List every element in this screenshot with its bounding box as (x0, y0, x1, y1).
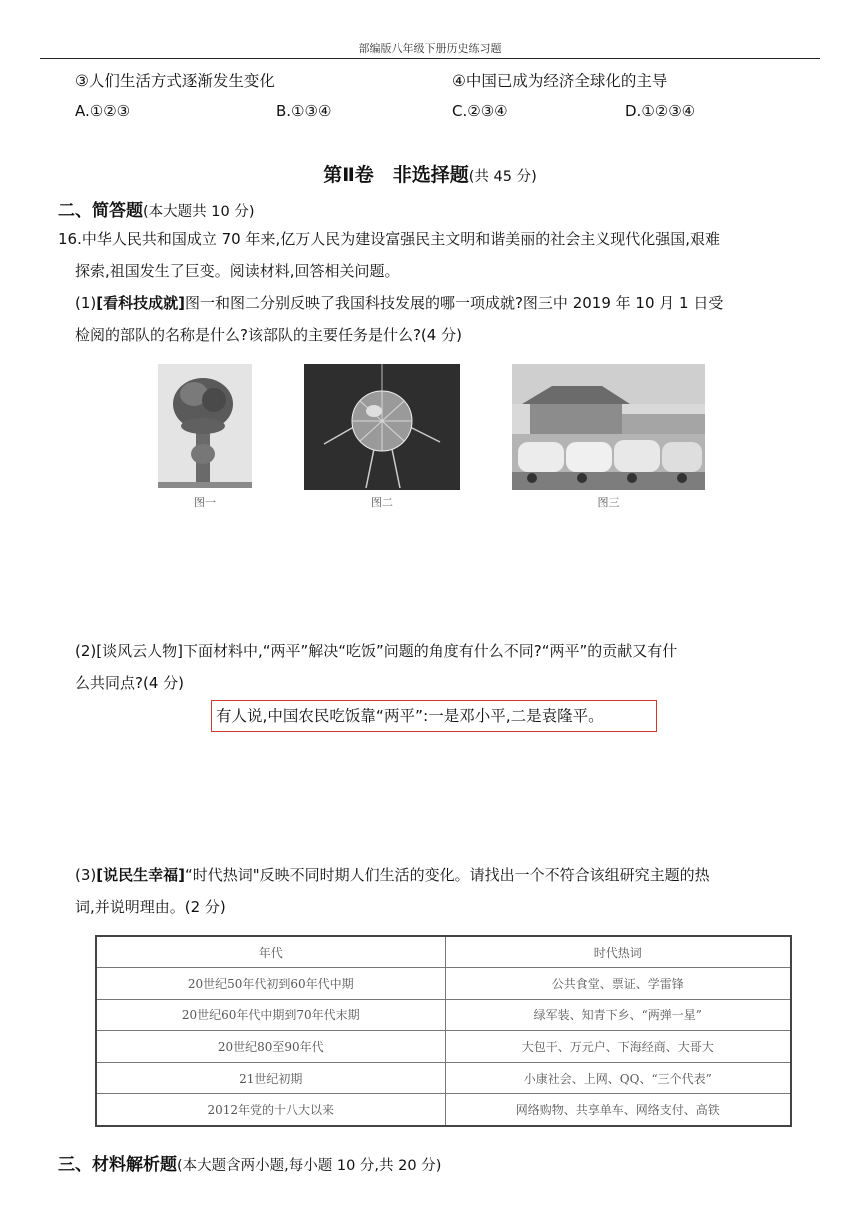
table-row (96, 1094, 791, 1126)
section-3-note: (本大题含两小题,每小题 10 分,共 20 分) (177, 1158, 442, 1174)
table-cell: 大包干、万元户、下海经商、大哥大 (445, 1031, 791, 1063)
section-3-title: 三、材料解析题 (58, 1155, 177, 1175)
table-header-era: 年代 (96, 936, 445, 968)
table-row (96, 1031, 791, 1063)
q16-sub1-num: (1) (75, 294, 97, 312)
q16-sub1-text: 图一和图二分别反映了我国科技发展的哪一项成就?图三中 2019 年 10 月 1 日受 (184, 294, 724, 312)
table-row (96, 968, 791, 1000)
table-cell: 2012年党的十八大以来 (96, 1094, 445, 1126)
table-cell: 21世纪初期 (96, 1062, 445, 1094)
table-header-hotwords: 时代热词 (445, 936, 791, 968)
q16-sub3-text: “时代热词"反映不同时期人们生活的变化。请找出一个不符合该组研究主题的热 (184, 866, 710, 884)
q16-sub3-line2: 词,并说明理由。(2 分) (75, 898, 226, 916)
table-cell: 20世纪80至90年代 (96, 1031, 445, 1063)
part-2-title (0, 160, 860, 187)
section-2-title: 二、简答题 (58, 201, 143, 221)
section-3-heading (58, 1150, 441, 1175)
era-hotwords-table (95, 935, 792, 1127)
q16-sub3-num: (3) (75, 866, 97, 884)
table-cell: 20世纪60年代中期到70年代末期 (96, 999, 445, 1031)
q16-sub2-line1: (2)[谈风云人物]下面材料中,“两平”解决“吃饭”问题的角度有什么不同?“两平”的贡献又有什 (75, 642, 678, 660)
table-row (96, 999, 791, 1031)
q16-sub2-line2: 么共同点?(4 分) (75, 674, 184, 692)
table-cell: 20世纪50年代初到60年代中期 (96, 968, 445, 1000)
table-cell: 绿军装、知青下乡、“两弹一星” (445, 999, 791, 1031)
part-2-score: (共 45 分) (468, 169, 537, 185)
option-d: D.①②③④ (625, 102, 696, 120)
table-row (96, 1062, 791, 1094)
q16-intro-line2: 探索,祖国发生了巨变。阅读材料,回答相关问题。 (75, 262, 400, 280)
part-2-title-text: 第Ⅱ卷 非选择题 (323, 164, 469, 186)
section-2-heading (58, 196, 254, 221)
figure-3-caption: 图三 (597, 496, 620, 509)
q16-sub1-line2: 检阅的部队的名称是什么?该部队的主要任务是什么?(4 分) (75, 326, 462, 344)
quote-box: 有人说,中国农民吃饭靠“两平”:一是邓小平,二是袁隆平。 (211, 700, 657, 732)
q16-sub3-tag: [说民生幸福] (96, 866, 185, 884)
statement-4: ④中国已成为经济全球化的主导 (452, 72, 668, 90)
q16-sub3-line1 (75, 864, 710, 886)
satellite-icon (304, 364, 460, 490)
section-2-note: (本大题共 10 分) (143, 204, 255, 220)
q16-sub1-tag: [看科技成就] (96, 294, 185, 312)
table-cell: 公共食堂、票证、学雷锋 (445, 968, 791, 1000)
option-a: A.①②③ (75, 102, 131, 120)
header-divider (40, 58, 820, 59)
figure-2-caption: 图二 (371, 496, 393, 509)
missile-parade-icon (512, 364, 705, 490)
page-header: 部编版八年级下册历史练习题 (358, 42, 502, 55)
statement-3: ③人们生活方式逐渐发生变化 (75, 72, 275, 90)
figure-1-caption: 图一 (194, 496, 216, 509)
table-cell: 小康社会、上网、QQ、“三个代表” (445, 1062, 791, 1094)
table-cell: 网络购物、共享单车、网络支付、高铁 (445, 1094, 791, 1126)
mushroom-cloud-icon (158, 364, 252, 488)
q16-sub1-line1 (75, 292, 723, 314)
option-c: C.②③④ (452, 102, 508, 120)
table-header-row (96, 936, 791, 968)
option-b: B.①③④ (276, 102, 332, 120)
q16-intro-line1: 16.中华人民共和国成立 70 年来,亿万人民为建设富强民主文明和谐美丽的社会主义现代化强国,艰难 (58, 230, 721, 248)
